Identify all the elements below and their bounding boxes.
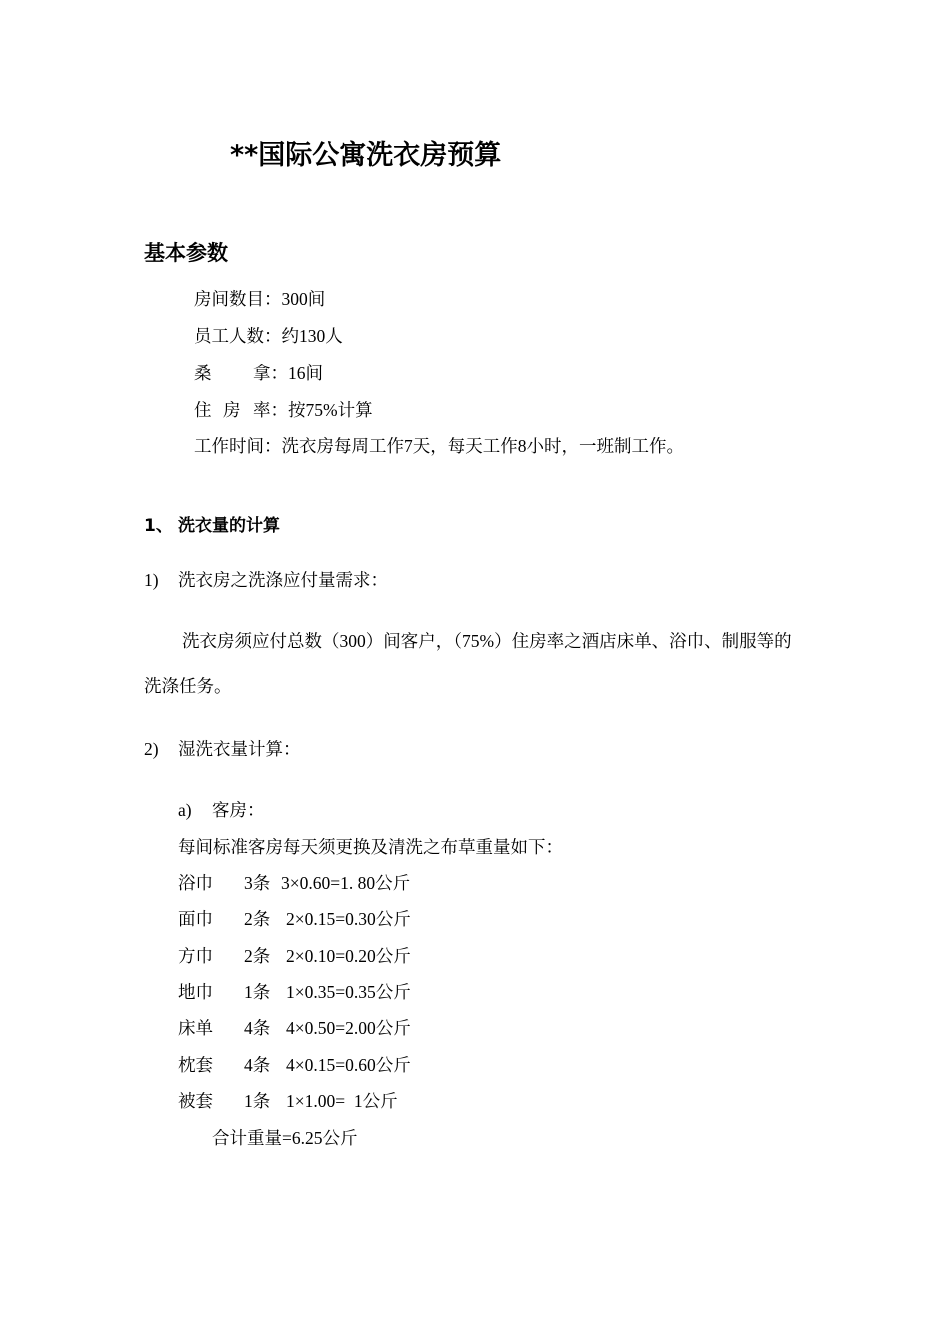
linen-name: 枕套	[178, 1055, 213, 1075]
guest-rooms-heading: 客房：	[212, 800, 265, 820]
linen-weight: 4×0.50=2.00公斤	[286, 1018, 411, 1038]
param-hours: 工作时间：洗衣房每周工作7天，每天工作8小时，一班制工作。	[194, 436, 684, 456]
param-sauna-value: 拿：16间	[253, 363, 323, 383]
linen-qty: 2条	[244, 946, 271, 966]
linen-qty: 4条	[244, 1055, 271, 1075]
sub1-paragraph: 洗衣房须应付总数（300）间客户，（75%）住房率之酒店床单、浴巾、制服等的洗涤任务。	[144, 631, 792, 696]
linen-qty: 4条	[244, 1018, 271, 1038]
param-occupancy-char1: 住	[194, 400, 212, 420]
linen-name: 方巾	[178, 946, 213, 966]
linen-name: 面巾	[178, 909, 213, 929]
total-weight: 合计重量=6.25公斤	[212, 1128, 358, 1148]
param-occupancy-value: 率：按75%计算	[253, 400, 373, 420]
sub1-number: 1)	[144, 570, 159, 590]
basic-params-heading: 基本参数	[144, 241, 228, 265]
linen-name: 地巾	[178, 982, 213, 1002]
sub2-heading: 湿洗衣量计算：	[178, 739, 301, 759]
document-title: **国际公寓洗衣房预算	[230, 140, 502, 171]
linen-qty: 1条	[244, 1091, 271, 1111]
linen-weight: 4×0.15=0.60公斤	[286, 1055, 411, 1075]
param-staff: 员工人数：约130人	[194, 326, 343, 346]
sub2-number: 2)	[144, 739, 159, 759]
linen-qty: 3条	[244, 873, 271, 893]
param-sauna-label: 桑	[194, 363, 212, 383]
linen-name: 浴巾	[178, 873, 213, 893]
guest-rooms-number: a)	[178, 800, 192, 820]
linen-weight: 1×1.00= 1公斤	[286, 1091, 398, 1111]
guest-rooms-intro: 每间标准客房每天须更换及清洗之布草重量如下：	[178, 837, 563, 857]
section1-number: 1、	[144, 516, 173, 536]
param-occupancy-char2: 房	[223, 400, 241, 420]
linen-qty: 2条	[244, 909, 271, 929]
linen-weight: 2×0.15=0.30公斤	[286, 909, 411, 929]
linen-weight: 3×0.60=1. 80公斤	[281, 873, 411, 893]
linen-name: 被套	[178, 1091, 213, 1111]
linen-weight: 2×0.10=0.20公斤	[286, 946, 411, 966]
sub1-heading: 洗衣房之洗涤应付量需求：	[178, 570, 388, 590]
section1-heading: 洗衣量的计算	[178, 516, 280, 536]
linen-name: 床单	[178, 1018, 213, 1038]
linen-weight: 1×0.35=0.35公斤	[286, 982, 411, 1002]
linen-qty: 1条	[244, 982, 271, 1002]
param-rooms: 房间数目：300间	[194, 289, 326, 309]
